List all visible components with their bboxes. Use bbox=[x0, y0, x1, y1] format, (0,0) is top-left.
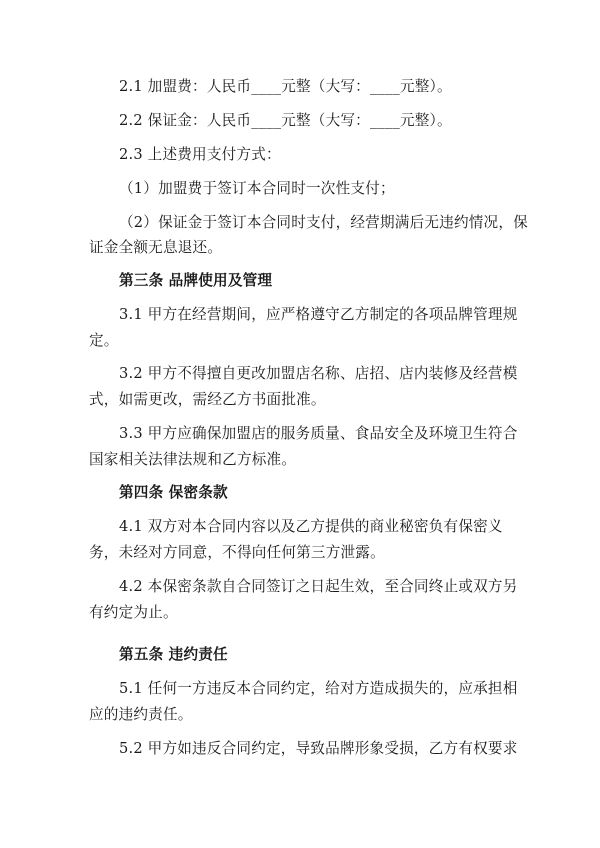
article-4-heading: 第四条 保密条款 bbox=[119, 484, 228, 501]
clause-3-3-cont: 国家相关法律法规和乙方标准。 bbox=[89, 451, 297, 468]
clause-3-3: 3.3 甲方应确保加盟店的服务质量、食品安全及环境卫生符合 bbox=[119, 425, 518, 442]
clause-2-3: 2.3 上述费用支付方式： bbox=[119, 146, 281, 163]
clause-5-1: 5.1 任何一方违反本合同约定，给对方造成损失的，应承担相 bbox=[119, 680, 518, 697]
article-5-heading: 第五条 违约责任 bbox=[119, 646, 228, 663]
clause-2-3-item-1: （1）加盟费于签订本合同时一次性支付； bbox=[119, 180, 395, 197]
clause-5-2: 5.2 甲方如违反合同约定，导致品牌形象受损，乙方有权要求 bbox=[119, 740, 518, 757]
clause-3-2-cont: 式，如需更改，需经乙方书面批准。 bbox=[89, 391, 326, 408]
clause-2-1: 2.1 加盟费：人民币____元整（大写：____元整）。 bbox=[119, 78, 452, 95]
article-3-heading: 第三条 品牌使用及管理 bbox=[119, 272, 273, 289]
clause-4-1-cont: 务，未经对方同意，不得向任何第三方泄露。 bbox=[89, 544, 385, 561]
clause-2-2: 2.2 保证金：人民币____元整（大写：____元整）。 bbox=[119, 112, 452, 129]
clause-3-1-cont: 定。 bbox=[89, 332, 119, 349]
clause-2-3-item-2-cont: 证金全额无息退还。 bbox=[89, 239, 223, 256]
clause-5-1-cont: 应的违约责任。 bbox=[89, 706, 193, 723]
clause-4-1: 4.1 双方对本合同内容以及乙方提供的商业秘密负有保密义 bbox=[119, 518, 503, 535]
clause-3-2: 3.2 甲方不得擅自更改加盟店名称、店招、店内装修及经营模 bbox=[119, 365, 518, 382]
clause-2-3-item-2: （2）保证金于签订本合同时支付，经营期满后无违约情况，保 bbox=[119, 214, 528, 231]
clause-4-2-cont: 有约定为止。 bbox=[89, 604, 178, 621]
clause-3-1: 3.1 甲方在经营期间，应严格遵守乙方制定的各项品牌管理规 bbox=[119, 306, 518, 323]
clause-4-2: 4.2 本保密条款自合同签订之日起生效，至合同终止或双方另 bbox=[119, 578, 518, 595]
